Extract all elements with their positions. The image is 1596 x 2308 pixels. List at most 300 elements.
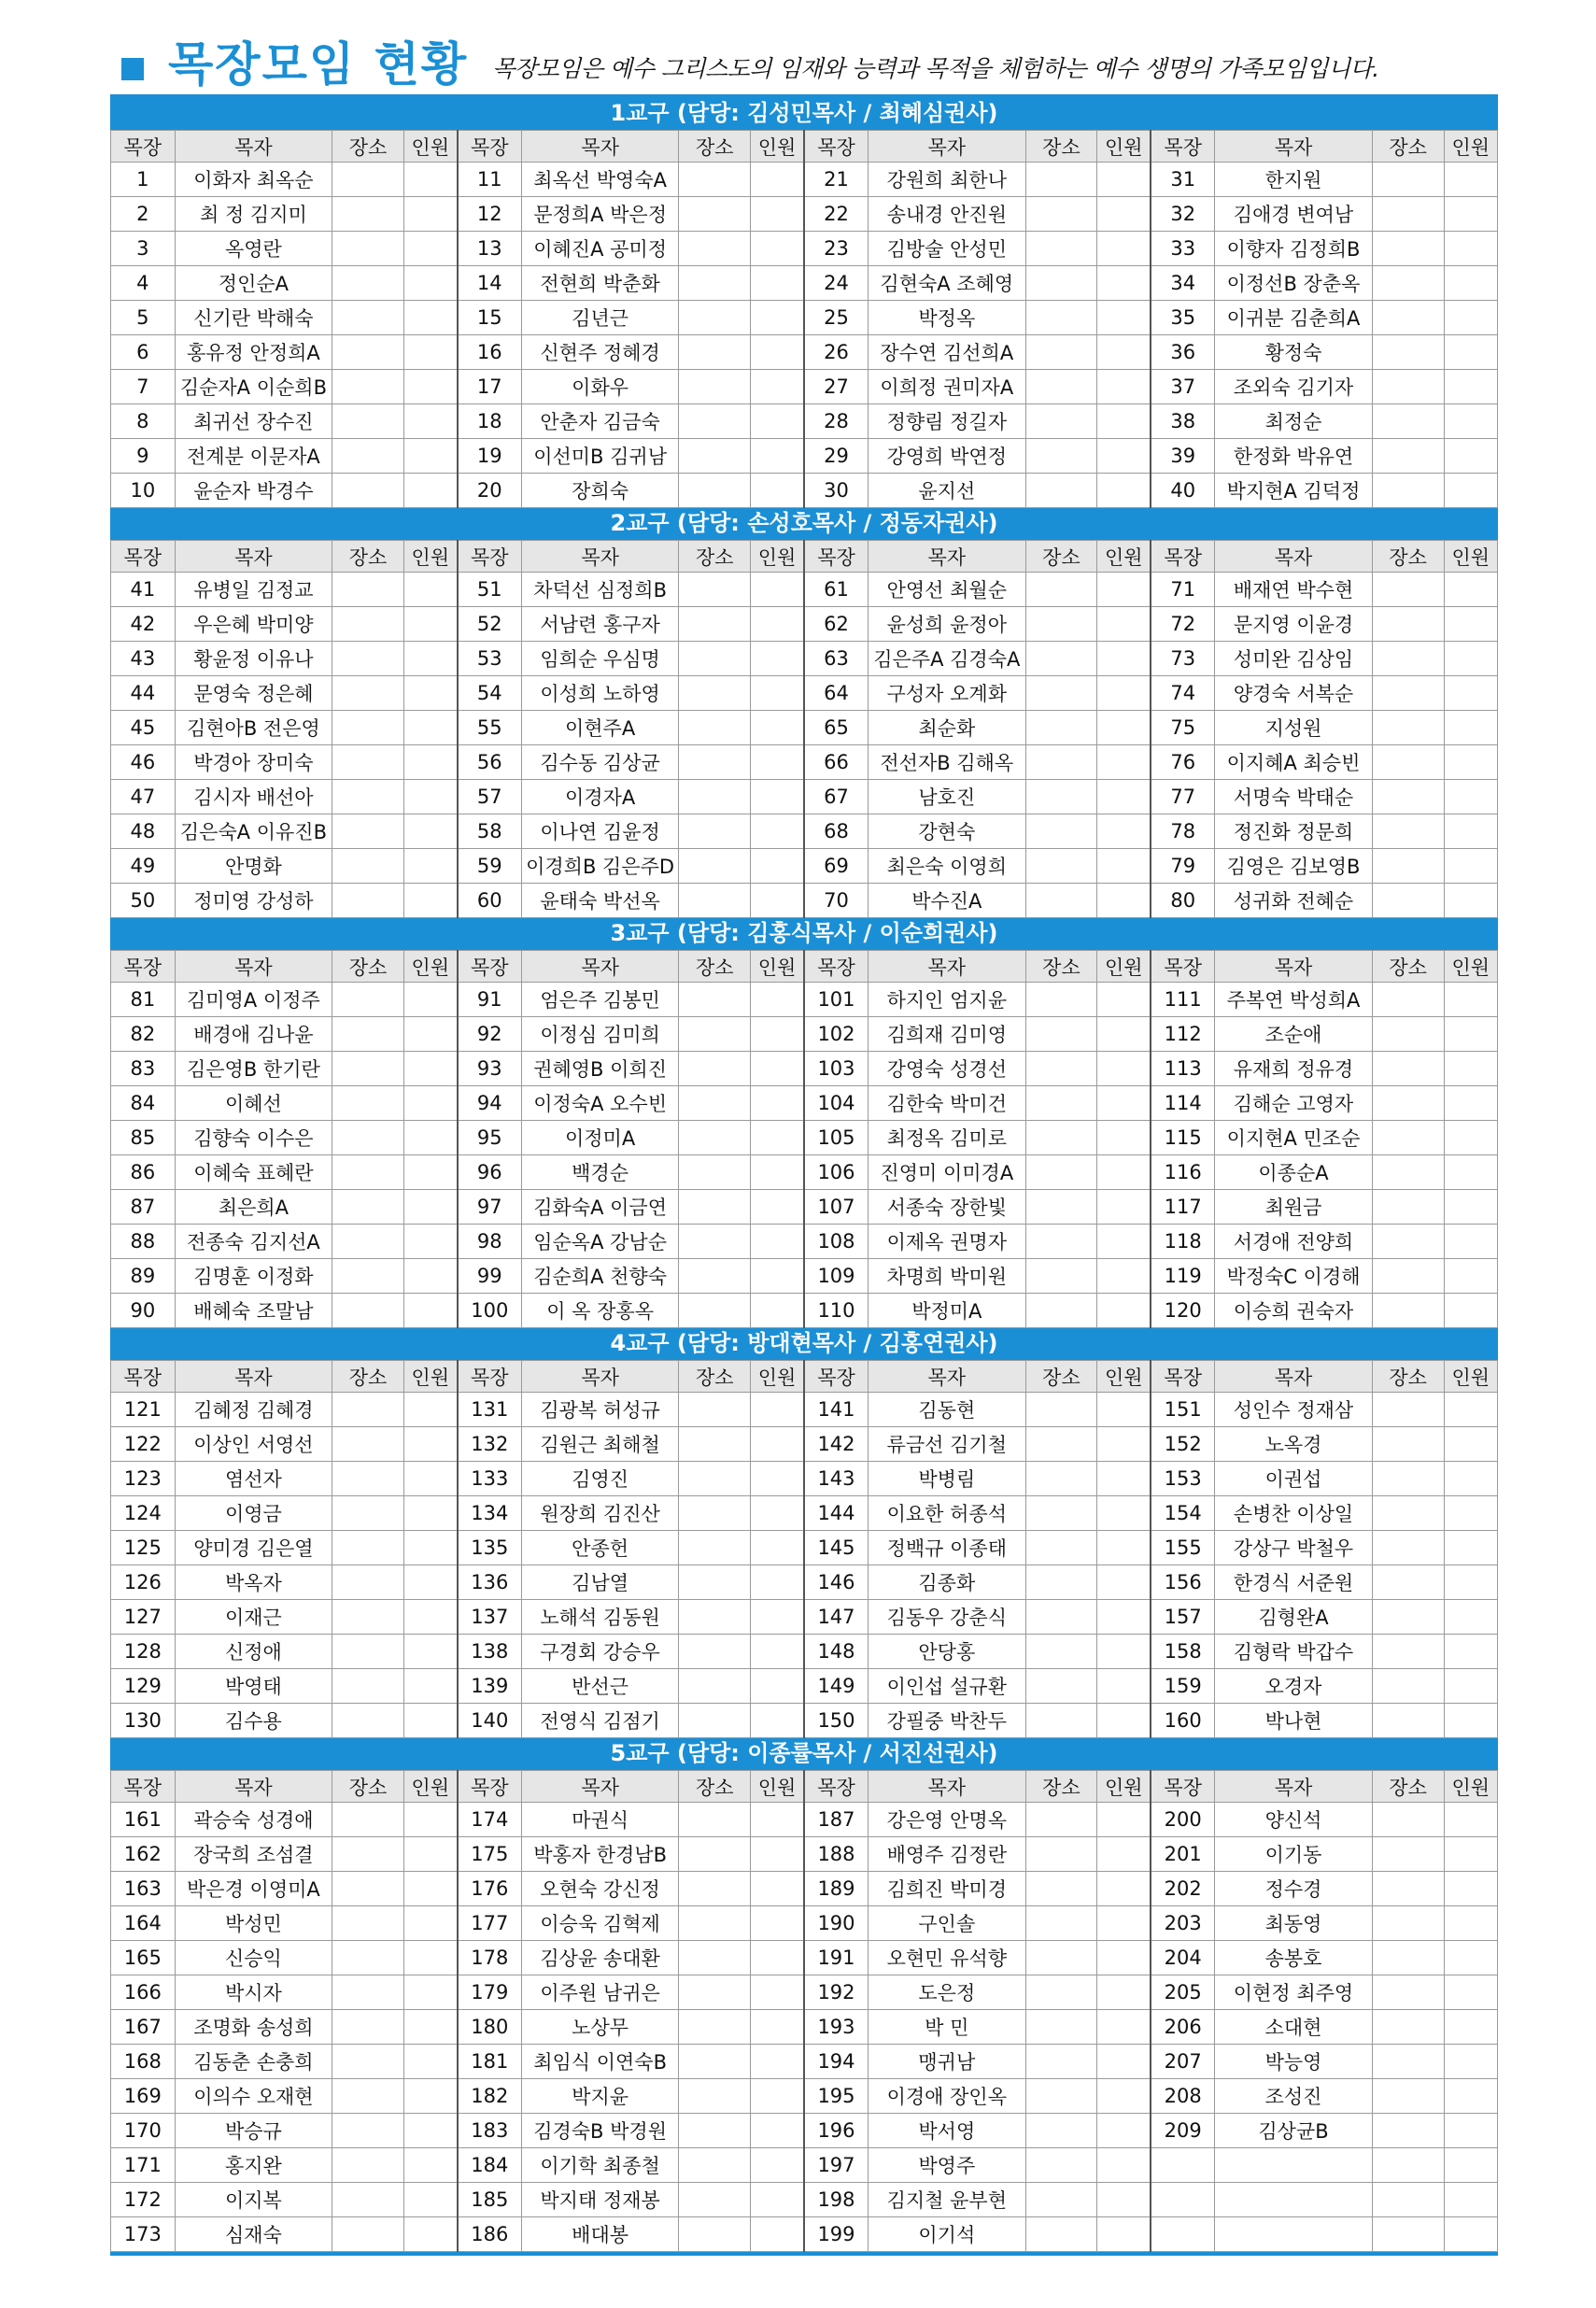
member-count-cell [403, 780, 457, 814]
leader-names: 양신석 [1215, 1803, 1372, 1837]
place-cell [1025, 1803, 1097, 1837]
group-number: 179 [458, 1975, 522, 2010]
member-count-cell [1097, 983, 1151, 1017]
place-cell [332, 1531, 404, 1565]
leader-names: 박 민 [869, 2010, 1025, 2045]
place-cell [1372, 404, 1444, 439]
member-count-cell [751, 573, 804, 607]
leader-names: 권혜영B 이희진 [521, 1052, 678, 1086]
group-number: 84 [111, 1086, 176, 1121]
column-header: 장소 [679, 131, 751, 163]
place-cell [1372, 1704, 1444, 1738]
leader-names: 반선근 [521, 1669, 678, 1704]
column-header: 목자 [521, 1361, 678, 1393]
member-count-cell [403, 1121, 457, 1155]
leader-names: 최은희A [175, 1190, 332, 1225]
leader-names: 장국희 조섬결 [175, 1837, 332, 1872]
member-count-cell [403, 711, 457, 745]
place-cell [332, 1803, 404, 1837]
place-cell [1372, 1462, 1444, 1496]
group-number: 134 [458, 1496, 522, 1531]
member-count-cell [1097, 1462, 1151, 1496]
member-count-cell [403, 1600, 457, 1635]
place-cell [1372, 335, 1444, 370]
column-header: 목장 [458, 951, 522, 983]
place-cell [679, 2183, 751, 2217]
group-number: 23 [804, 232, 869, 266]
leader-names: 최정순 [1215, 404, 1372, 439]
place-cell [332, 676, 404, 711]
member-count-cell [403, 1872, 457, 1906]
group-number: 201 [1151, 1837, 1215, 1872]
leader-names: 김순희A 천향숙 [521, 1259, 678, 1294]
place-cell [679, 884, 751, 918]
leader-names: 김은주A 김경숙A [869, 642, 1025, 676]
leader-names: 조명화 송성희 [175, 2010, 332, 2045]
group-number: 141 [804, 1393, 869, 1427]
table-row [111, 197, 1498, 232]
group-number [1151, 2217, 1215, 2252]
member-count-cell [403, 983, 457, 1017]
leader-names: 이귀분 김춘희A [1215, 301, 1372, 335]
leader-names: 김영진 [521, 1462, 678, 1496]
place-cell [332, 1190, 404, 1225]
member-count-cell [1444, 1600, 1497, 1635]
leader-names: 전선자B 김해옥 [869, 745, 1025, 780]
column-header: 인원 [751, 131, 804, 163]
leader-names: 유병일 김정교 [175, 573, 332, 607]
table-row [111, 676, 1498, 711]
place-cell [332, 642, 404, 676]
member-count-cell [1097, 1086, 1151, 1121]
leader-names: 최은숙 이영희 [869, 849, 1025, 884]
column-header: 인원 [403, 1361, 457, 1393]
leader-names: 윤지선 [869, 474, 1025, 508]
member-count-cell [751, 1975, 804, 2010]
member-count-cell [1444, 1565, 1497, 1600]
place-cell [332, 163, 404, 197]
leader-names: 김동우 강춘식 [869, 1600, 1025, 1635]
leader-names: 문지영 이윤경 [1215, 607, 1372, 642]
member-count-cell [751, 1496, 804, 1531]
place-cell [332, 1837, 404, 1872]
place-cell [1025, 2045, 1097, 2079]
leader-names: 김상균B [1215, 2114, 1372, 2148]
member-count-cell [751, 1225, 804, 1259]
member-count-cell [1097, 1669, 1151, 1704]
member-count-cell [1444, 163, 1497, 197]
group-number: 52 [458, 607, 522, 642]
member-count-cell [751, 232, 804, 266]
place-cell [1372, 2079, 1444, 2114]
place-cell [332, 884, 404, 918]
leader-names: 박은경 이영미A [175, 1872, 332, 1906]
group-number: 71 [1151, 573, 1215, 607]
place-cell [1372, 197, 1444, 232]
place-cell [1025, 1906, 1097, 1941]
district-table [110, 130, 1498, 508]
member-count-cell [1444, 335, 1497, 370]
district-table [110, 540, 1498, 918]
place-cell [332, 1225, 404, 1259]
place-cell [1025, 335, 1097, 370]
member-count-cell [1097, 573, 1151, 607]
member-count-cell [403, 1669, 457, 1704]
place-cell [679, 370, 751, 404]
place-cell [1372, 474, 1444, 508]
leader-names: 도은정 [869, 1975, 1025, 2010]
place-cell [1025, 1393, 1097, 1427]
group-number: 70 [804, 884, 869, 918]
leader-names: 문정희A 박은정 [521, 197, 678, 232]
leader-names: 이기동 [1215, 1837, 1372, 1872]
group-number: 192 [804, 1975, 869, 2010]
group-number: 74 [1151, 676, 1215, 711]
leader-names: 최옥선 박영숙A [521, 163, 678, 197]
place-cell [679, 1704, 751, 1738]
member-count-cell [403, 1837, 457, 1872]
column-header: 인원 [1097, 1361, 1151, 1393]
member-count-cell [403, 404, 457, 439]
place-cell [679, 301, 751, 335]
leader-names: 김명훈 이정화 [175, 1259, 332, 1294]
column-header: 인원 [751, 951, 804, 983]
leader-names: 김애경 변여남 [1215, 197, 1372, 232]
leader-names: 유재희 정유경 [1215, 1052, 1372, 1086]
group-number: 207 [1151, 2045, 1215, 2079]
member-count-cell [403, 2217, 457, 2252]
table-row [111, 474, 1498, 508]
group-number: 30 [804, 474, 869, 508]
place-cell [332, 1155, 404, 1190]
member-count-cell [403, 197, 457, 232]
leader-names: 박정옥 [869, 301, 1025, 335]
member-count-cell [403, 2045, 457, 2079]
member-count-cell [751, 2010, 804, 2045]
place-cell [332, 711, 404, 745]
group-number: 64 [804, 676, 869, 711]
group-number: 205 [1151, 1975, 1215, 2010]
group-number: 163 [111, 1872, 176, 1906]
column-header: 인원 [1444, 1361, 1497, 1393]
group-number: 125 [111, 1531, 176, 1565]
place-cell [1372, 439, 1444, 474]
leader-names: 강영희 박연정 [869, 439, 1025, 474]
column-header: 장소 [332, 951, 404, 983]
place-cell [332, 2114, 404, 2148]
member-count-cell [1444, 2148, 1497, 2183]
group-number: 95 [458, 1121, 522, 1155]
column-header: 인원 [403, 131, 457, 163]
member-count-cell [751, 1393, 804, 1427]
leader-names: 윤성희 윤정아 [869, 607, 1025, 642]
member-count-cell [1444, 2079, 1497, 2114]
group-number: 146 [804, 1565, 869, 1600]
table-row [111, 335, 1498, 370]
member-count-cell [1097, 1906, 1151, 1941]
place-cell [1372, 1669, 1444, 1704]
group-number: 104 [804, 1086, 869, 1121]
place-cell [1025, 1294, 1097, 1328]
place-cell [1372, 2148, 1444, 2183]
place-cell [679, 1393, 751, 1427]
place-cell [332, 301, 404, 335]
group-number: 181 [458, 2045, 522, 2079]
member-count-cell [751, 2045, 804, 2079]
leader-names: 이제옥 권명자 [869, 1225, 1025, 1259]
leader-names: 김상윤 송대환 [521, 1941, 678, 1975]
group-number: 13 [458, 232, 522, 266]
group-number: 50 [111, 884, 176, 918]
member-count-cell [1444, 404, 1497, 439]
member-count-cell [1444, 1872, 1497, 1906]
group-number: 63 [804, 642, 869, 676]
column-header: 인원 [1097, 951, 1151, 983]
place-cell [1025, 1600, 1097, 1635]
member-count-cell [1097, 404, 1151, 439]
leader-names: 이경희B 김은주D [521, 849, 678, 884]
column-header: 목장 [804, 131, 869, 163]
leader-names: 맹귀남 [869, 2045, 1025, 2079]
place-cell [1372, 780, 1444, 814]
place-cell [332, 1906, 404, 1941]
leader-names: 전현희 박춘화 [521, 266, 678, 301]
place-cell [1025, 2148, 1097, 2183]
member-count-cell [1444, 983, 1497, 1017]
group-number: 96 [458, 1155, 522, 1190]
group-number: 14 [458, 266, 522, 301]
place-cell [1025, 1837, 1097, 1872]
group-number: 7 [111, 370, 176, 404]
member-count-cell [1444, 676, 1497, 711]
place-cell [1025, 1017, 1097, 1052]
group-number: 119 [1151, 1259, 1215, 1294]
group-number: 148 [804, 1635, 869, 1669]
table-row [111, 2183, 1498, 2217]
leader-names: 오현민 유석향 [869, 1941, 1025, 1975]
column-header: 인원 [1444, 1771, 1497, 1803]
group-number: 69 [804, 849, 869, 884]
leader-names: 구인솔 [869, 1906, 1025, 1941]
column-header: 인원 [1444, 541, 1497, 573]
place-cell [1025, 676, 1097, 711]
leader-names: 김희진 박미경 [869, 1872, 1025, 1906]
column-header: 목자 [521, 541, 678, 573]
place-cell [332, 197, 404, 232]
place-cell [679, 1427, 751, 1462]
place-cell [1025, 1225, 1097, 1259]
member-count-cell [1097, 1600, 1151, 1635]
member-count-cell [403, 1906, 457, 1941]
table-row [111, 1600, 1498, 1635]
member-count-cell [1444, 1294, 1497, 1328]
place-cell [1372, 745, 1444, 780]
group-number: 73 [1151, 642, 1215, 676]
place-cell [1025, 1872, 1097, 1906]
member-count-cell [751, 1872, 804, 1906]
leader-names: 최순화 [869, 711, 1025, 745]
leader-names: 노옥경 [1215, 1427, 1372, 1462]
group-number: 171 [111, 2148, 176, 2183]
place-cell [1025, 1565, 1097, 1600]
member-count-cell [751, 642, 804, 676]
table-row [111, 1462, 1498, 1496]
column-header: 목장 [458, 1771, 522, 1803]
column-header: 장소 [332, 1361, 404, 1393]
group-number: 54 [458, 676, 522, 711]
group-number: 185 [458, 2183, 522, 2217]
column-header: 목자 [1215, 951, 1372, 983]
leader-names: 성귀화 전혜순 [1215, 884, 1372, 918]
leader-names: 황정숙 [1215, 335, 1372, 370]
leader-names: 엄은주 김봉민 [521, 983, 678, 1017]
place-cell [679, 1906, 751, 1941]
group-number: 112 [1151, 1017, 1215, 1052]
group-number: 98 [458, 1225, 522, 1259]
leader-names: 홍유정 안정희A [175, 335, 332, 370]
column-header: 목장 [804, 1361, 869, 1393]
table-row [111, 163, 1498, 197]
member-count-cell [751, 1017, 804, 1052]
leader-names: 이향자 김정희B [1215, 232, 1372, 266]
group-number: 167 [111, 2010, 176, 2045]
leader-names: 김형완A [1215, 1600, 1372, 1635]
place-cell [1025, 2079, 1097, 2114]
table-row [111, 1427, 1498, 1462]
place-cell [332, 232, 404, 266]
leader-names: 성인수 정재삼 [1215, 1393, 1372, 1427]
leader-names: 차덕선 심정희B [521, 573, 678, 607]
column-header: 장소 [332, 131, 404, 163]
group-number: 20 [458, 474, 522, 508]
member-count-cell [1097, 439, 1151, 474]
group-number: 32 [1151, 197, 1215, 232]
place-cell [1025, 1531, 1097, 1565]
member-count-cell [1097, 814, 1151, 849]
member-count-cell [403, 1259, 457, 1294]
group-number: 2 [111, 197, 176, 232]
group-number: 19 [458, 439, 522, 474]
leader-names: 노상무 [521, 2010, 678, 2045]
place-cell [679, 163, 751, 197]
bottom-rule [110, 2252, 1498, 2256]
group-number: 80 [1151, 884, 1215, 918]
member-count-cell [403, 745, 457, 780]
member-count-cell [403, 335, 457, 370]
member-count-cell [1444, 439, 1497, 474]
leader-names: 김미영A 이정주 [175, 983, 332, 1017]
leader-names: 구경회 강승우 [521, 1635, 678, 1669]
member-count-cell [751, 1086, 804, 1121]
group-number: 127 [111, 1600, 176, 1635]
group-number: 81 [111, 983, 176, 1017]
place-cell [1025, 983, 1097, 1017]
group-number: 59 [458, 849, 522, 884]
group-number: 91 [458, 983, 522, 1017]
place-cell [1372, 1086, 1444, 1121]
district-section [110, 1738, 1498, 2252]
group-number: 110 [804, 1294, 869, 1328]
place-cell [679, 439, 751, 474]
member-count-cell [751, 1941, 804, 1975]
leader-names: 홍지완 [175, 2148, 332, 2183]
district-section [110, 1328, 1498, 1738]
column-header: 목자 [175, 541, 332, 573]
column-header: 목장 [1151, 951, 1215, 983]
column-header: 목자 [869, 1771, 1025, 1803]
place-cell [332, 1704, 404, 1738]
place-cell [679, 1531, 751, 1565]
group-number: 145 [804, 1531, 869, 1565]
place-cell [1372, 607, 1444, 642]
leader-names: 김시자 배선아 [175, 780, 332, 814]
group-number: 194 [804, 2045, 869, 2079]
member-count-cell [1444, 474, 1497, 508]
group-number: 31 [1151, 163, 1215, 197]
place-cell [1372, 1906, 1444, 1941]
member-count-cell [751, 335, 804, 370]
column-header: 목장 [111, 1771, 176, 1803]
column-header: 장소 [679, 541, 751, 573]
leader-names: 김지철 윤부현 [869, 2183, 1025, 2217]
place-cell [1025, 1427, 1097, 1462]
table-row [111, 232, 1498, 266]
member-count-cell [403, 2114, 457, 2148]
member-count-cell [1097, 1052, 1151, 1086]
leader-names: 최동영 [1215, 1906, 1372, 1941]
member-count-cell [403, 573, 457, 607]
group-number: 90 [111, 1294, 176, 1328]
place-cell [1025, 1190, 1097, 1225]
leader-names: 차명희 박미원 [869, 1259, 1025, 1294]
table-row [111, 607, 1498, 642]
place-cell [679, 2010, 751, 2045]
column-header: 목자 [869, 131, 1025, 163]
group-number: 128 [111, 1635, 176, 1669]
group-number: 75 [1151, 711, 1215, 745]
member-count-cell [403, 1462, 457, 1496]
group-number: 126 [111, 1565, 176, 1600]
member-count-cell [751, 1803, 804, 1837]
table-header-row [111, 951, 1498, 983]
member-count-cell [403, 1704, 457, 1738]
district-title: 2교구 (담당: 손성호목사 / 정동자권사) [110, 508, 1498, 540]
member-count-cell [1097, 335, 1151, 370]
table-row [111, 1837, 1498, 1872]
leader-names: 김해순 고영자 [1215, 1086, 1372, 1121]
group-number: 142 [804, 1427, 869, 1462]
table-row [111, 2148, 1498, 2183]
leader-names: 성미완 김상임 [1215, 642, 1372, 676]
column-header: 목자 [1215, 1361, 1372, 1393]
column-header: 목장 [458, 541, 522, 573]
group-number: 83 [111, 1052, 176, 1086]
member-count-cell [1097, 370, 1151, 404]
leader-names: 신정애 [175, 1635, 332, 1669]
group-number: 154 [1151, 1496, 1215, 1531]
member-count-cell [403, 1635, 457, 1669]
place-cell [1372, 2045, 1444, 2079]
place-cell [332, 1600, 404, 1635]
group-number: 56 [458, 745, 522, 780]
member-count-cell [751, 1906, 804, 1941]
group-number: 144 [804, 1496, 869, 1531]
place-cell [679, 2079, 751, 2114]
place-cell [1025, 266, 1097, 301]
place-cell [679, 1259, 751, 1294]
place-cell [1025, 301, 1097, 335]
place-cell [332, 607, 404, 642]
